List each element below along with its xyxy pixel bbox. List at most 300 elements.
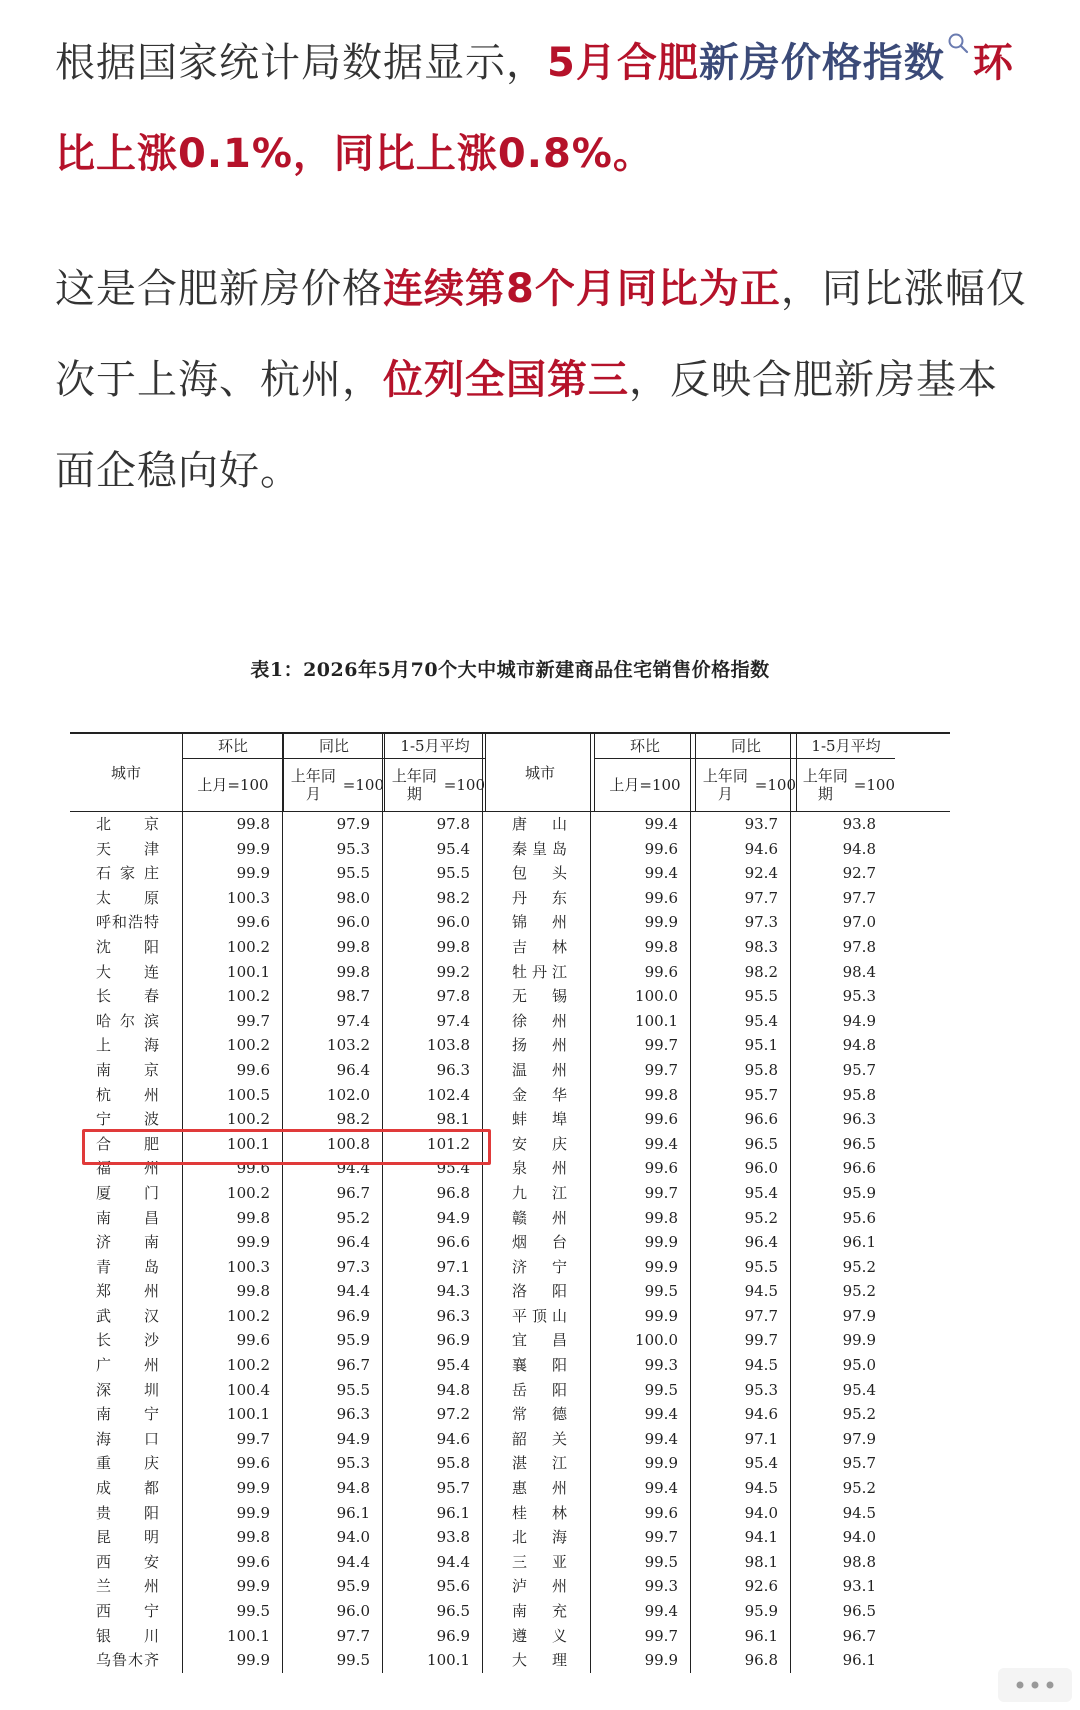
avg-value: 99.9 bbox=[842, 1331, 876, 1350]
mom-value: 99.4 bbox=[644, 1602, 678, 1620]
table-row bbox=[70, 1181, 950, 1206]
yoy-value: 95.4 bbox=[744, 1454, 778, 1473]
city-name: 丹东 bbox=[512, 888, 568, 907]
table-row bbox=[70, 1058, 950, 1083]
avg-value: 95.6 bbox=[842, 1208, 876, 1227]
table-row bbox=[70, 1206, 950, 1231]
city-name: 成都 bbox=[96, 1479, 160, 1498]
city-name: 岳阳 bbox=[512, 1380, 568, 1399]
city-name: 哈尔滨 bbox=[96, 1011, 160, 1030]
city-name: 烟台 bbox=[512, 1233, 568, 1252]
avg-value: 98.1 bbox=[436, 1110, 470, 1129]
yoy-value: 95.3 bbox=[336, 1454, 370, 1473]
yoy-value: 97.9 bbox=[336, 815, 370, 833]
avg-value: 94.5 bbox=[842, 1503, 876, 1522]
city-name: 襄阳 bbox=[512, 1356, 568, 1375]
city-name: 南昌 bbox=[96, 1208, 160, 1227]
yoy-value: 94.5 bbox=[744, 1479, 778, 1498]
table-row bbox=[70, 812, 950, 837]
yoy-value: 94.6 bbox=[744, 1405, 778, 1424]
avg-value: 96.1 bbox=[842, 1651, 876, 1670]
yoy-value: 96.5 bbox=[744, 1134, 778, 1153]
city-name: 常德 bbox=[512, 1405, 568, 1424]
yoy-value: 99.8 bbox=[336, 962, 370, 981]
table-row bbox=[70, 1328, 950, 1353]
mom-value: 100.2 bbox=[227, 1036, 270, 1055]
mom-value: 100.2 bbox=[227, 1306, 270, 1325]
table-body bbox=[70, 812, 950, 1673]
city-name: 长沙 bbox=[96, 1331, 160, 1350]
yoy-value: 98.2 bbox=[336, 1110, 370, 1129]
table-row bbox=[70, 1550, 950, 1575]
city-name: 呼和浩特 bbox=[96, 913, 161, 932]
yoy-value: 96.4 bbox=[744, 1233, 778, 1252]
table-row bbox=[70, 1624, 950, 1649]
city-name: 锦州 bbox=[512, 913, 568, 932]
mom-value: 99.4 bbox=[644, 864, 678, 883]
header-mom-left: 环比 上月=100 bbox=[182, 734, 283, 811]
mom-value: 99.9 bbox=[644, 913, 678, 932]
city-name: 广州 bbox=[96, 1356, 160, 1375]
city-name: 南宁 bbox=[96, 1405, 160, 1424]
yoy-value: 97.3 bbox=[744, 913, 778, 932]
mom-value: 100.1 bbox=[227, 962, 270, 981]
yoy-value: 99.5 bbox=[336, 1651, 370, 1670]
p2-highlight-2: 位列全国第三 bbox=[383, 357, 629, 403]
yoy-value: 96.7 bbox=[336, 1356, 370, 1375]
mom-value: 99.6 bbox=[644, 839, 678, 858]
yoy-value: 95.5 bbox=[744, 1257, 778, 1276]
mom-value: 99.7 bbox=[236, 1429, 270, 1448]
menu-dots-icon[interactable] bbox=[998, 1668, 1072, 1702]
p2-text-2: ，同比涨幅仅次于上海、杭州， bbox=[55, 266, 1027, 403]
mom-value: 99.9 bbox=[236, 864, 270, 883]
column-divider bbox=[482, 732, 483, 1673]
avg-value: 97.8 bbox=[436, 987, 470, 1006]
yoy-value: 94.0 bbox=[336, 1528, 370, 1547]
table-image bbox=[70, 655, 950, 1673]
city-name: 重庆 bbox=[96, 1454, 160, 1473]
mom-value: 99.6 bbox=[644, 1110, 678, 1129]
yoy-value: 94.4 bbox=[336, 1282, 370, 1301]
avg-value: 96.5 bbox=[842, 1602, 876, 1620]
mom-value: 99.7 bbox=[644, 1060, 678, 1079]
city-name: 湛江 bbox=[512, 1454, 568, 1473]
mom-value: 100.2 bbox=[227, 987, 270, 1006]
avg-value: 95.7 bbox=[842, 1060, 876, 1079]
avg-value: 96.7 bbox=[842, 1626, 876, 1645]
table-row bbox=[70, 1083, 950, 1108]
yoy-value: 97.3 bbox=[336, 1257, 370, 1276]
table-row bbox=[70, 1033, 950, 1058]
mom-value: 99.9 bbox=[236, 1503, 270, 1522]
p2-text-1: 这是合肥新房价格 bbox=[55, 266, 383, 312]
mom-value: 99.3 bbox=[644, 1577, 678, 1596]
avg-value: 94.8 bbox=[842, 1036, 876, 1055]
avg-value: 93.1 bbox=[842, 1577, 876, 1596]
avg-value: 97.8 bbox=[436, 815, 470, 833]
yoy-value: 97.7 bbox=[744, 888, 778, 907]
mom-value: 99.6 bbox=[236, 913, 270, 932]
avg-value: 96.3 bbox=[436, 1060, 470, 1079]
mom-value: 99.9 bbox=[644, 1233, 678, 1252]
city-name: 惠州 bbox=[512, 1479, 568, 1498]
table-row bbox=[70, 1648, 950, 1673]
mom-value: 99.4 bbox=[644, 1134, 678, 1153]
city-name: 宁波 bbox=[96, 1110, 160, 1129]
mom-value: 100.4 bbox=[227, 1380, 270, 1399]
table-row bbox=[70, 837, 950, 862]
search-icon[interactable] bbox=[947, 32, 969, 54]
mom-value: 99.9 bbox=[236, 1577, 270, 1596]
mom-value: 100.2 bbox=[227, 1110, 270, 1129]
avg-value: 95.7 bbox=[436, 1479, 470, 1498]
avg-value: 96.9 bbox=[436, 1331, 470, 1350]
mom-value: 99.6 bbox=[236, 1159, 270, 1178]
avg-value: 95.2 bbox=[842, 1282, 876, 1301]
table-row bbox=[70, 1304, 950, 1329]
table-header bbox=[70, 734, 950, 812]
column-divider bbox=[790, 732, 791, 1673]
mom-value: 100.1 bbox=[635, 1011, 678, 1030]
yoy-value: 92.6 bbox=[744, 1577, 778, 1596]
avg-value: 95.4 bbox=[842, 1380, 876, 1399]
table-row bbox=[70, 861, 950, 886]
yoy-value: 94.5 bbox=[744, 1282, 778, 1301]
column-divider bbox=[182, 732, 183, 1673]
city-name: 天津 bbox=[96, 839, 160, 858]
yoy-value: 95.3 bbox=[336, 839, 370, 858]
yoy-value: 95.5 bbox=[336, 864, 370, 883]
mom-value: 99.3 bbox=[644, 1356, 678, 1375]
table-row bbox=[70, 1402, 950, 1427]
avg-value: 93.8 bbox=[842, 815, 876, 833]
yoy-value: 93.7 bbox=[744, 815, 778, 833]
city-name: 泸州 bbox=[512, 1577, 568, 1596]
table-row bbox=[70, 1476, 950, 1501]
city-name: 徐州 bbox=[512, 1011, 568, 1030]
city-name: 牡丹江 bbox=[512, 962, 568, 981]
p2-text-3: ，反映合肥新房基本面企稳向好。 bbox=[55, 357, 998, 494]
city-name: 合肥 bbox=[96, 1134, 160, 1153]
header-yoy-right: 同比 上年同月 =100 bbox=[695, 734, 796, 811]
city-name: 赣州 bbox=[512, 1208, 568, 1227]
column-divider bbox=[690, 732, 691, 1673]
city-name: 洛阳 bbox=[512, 1282, 568, 1301]
p2-highlight-1: 连续第8个月同比为正 bbox=[383, 266, 781, 312]
city-name: 温州 bbox=[512, 1060, 568, 1079]
mom-value: 99.9 bbox=[236, 1479, 270, 1498]
avg-value: 96.8 bbox=[436, 1183, 470, 1202]
mom-value: 99.5 bbox=[236, 1602, 270, 1620]
yoy-value: 98.3 bbox=[744, 937, 778, 956]
header-city-right: 城市 bbox=[485, 734, 594, 811]
paragraph-1 bbox=[55, 18, 1030, 200]
avg-value: 94.9 bbox=[842, 1011, 876, 1030]
p1-highlight-1: 5月合肥 bbox=[547, 40, 699, 86]
yoy-value: 94.4 bbox=[336, 1552, 370, 1571]
yoy-value: 97.7 bbox=[744, 1306, 778, 1325]
city-name: 上海 bbox=[96, 1036, 160, 1055]
mom-value: 99.7 bbox=[644, 1626, 678, 1645]
mom-value: 100.2 bbox=[227, 1356, 270, 1375]
avg-value: 95.2 bbox=[842, 1479, 876, 1498]
yoy-value: 94.4 bbox=[336, 1159, 370, 1178]
city-name: 三亚 bbox=[512, 1552, 568, 1571]
avg-value: 95.8 bbox=[436, 1454, 470, 1473]
mom-value: 99.9 bbox=[644, 1306, 678, 1325]
mom-value: 99.9 bbox=[236, 839, 270, 858]
yoy-value: 95.1 bbox=[744, 1036, 778, 1055]
mom-value: 99.9 bbox=[644, 1257, 678, 1276]
yoy-value: 96.6 bbox=[744, 1110, 778, 1129]
article-text bbox=[55, 18, 1030, 517]
mom-value: 99.9 bbox=[644, 1454, 678, 1473]
table-row bbox=[70, 1353, 950, 1378]
table-row bbox=[70, 984, 950, 1009]
mom-value: 100.0 bbox=[635, 987, 678, 1006]
yoy-value: 96.4 bbox=[336, 1233, 370, 1252]
column-divider bbox=[382, 732, 383, 1673]
city-name: 无锡 bbox=[512, 987, 568, 1006]
mom-value: 99.8 bbox=[236, 1208, 270, 1227]
yoy-value: 95.2 bbox=[336, 1208, 370, 1227]
table-row bbox=[70, 886, 950, 911]
yoy-value: 102.0 bbox=[327, 1085, 370, 1104]
city-name: 大连 bbox=[96, 962, 160, 981]
avg-value: 97.8 bbox=[842, 937, 876, 956]
avg-value: 99.8 bbox=[436, 937, 470, 956]
city-name: 海口 bbox=[96, 1429, 160, 1448]
yoy-value: 94.1 bbox=[744, 1528, 778, 1547]
yoy-value: 94.5 bbox=[744, 1356, 778, 1375]
city-name: 郑州 bbox=[96, 1282, 160, 1301]
price-index-table bbox=[70, 732, 950, 1673]
avg-value: 95.0 bbox=[842, 1356, 876, 1375]
avg-value: 94.4 bbox=[436, 1552, 470, 1571]
mom-value: 99.8 bbox=[644, 1208, 678, 1227]
yoy-value: 97.4 bbox=[336, 1011, 370, 1030]
city-name: 蚌埠 bbox=[512, 1110, 568, 1129]
mom-value: 100.3 bbox=[227, 1257, 270, 1276]
city-name: 大理 bbox=[512, 1651, 568, 1670]
avg-value: 98.8 bbox=[842, 1552, 876, 1571]
avg-value: 95.8 bbox=[842, 1085, 876, 1104]
city-name: 包头 bbox=[512, 864, 568, 883]
avg-value: 97.0 bbox=[842, 913, 876, 932]
table-row bbox=[70, 910, 950, 935]
hefei-highlight-box bbox=[82, 1129, 491, 1165]
avg-value: 93.8 bbox=[436, 1528, 470, 1547]
mom-value: 100.2 bbox=[227, 937, 270, 956]
table-row bbox=[70, 1230, 950, 1255]
city-name: 石家庄 bbox=[96, 864, 160, 883]
mom-value: 99.6 bbox=[644, 888, 678, 907]
city-name: 兰州 bbox=[96, 1577, 160, 1596]
mom-value: 99.4 bbox=[644, 815, 678, 833]
mom-value: 99.4 bbox=[644, 1479, 678, 1498]
mom-value: 99.7 bbox=[644, 1183, 678, 1202]
city-name: 昆明 bbox=[96, 1528, 160, 1547]
city-name: 沈阳 bbox=[96, 937, 160, 956]
city-name: 济南 bbox=[96, 1233, 160, 1252]
yoy-value: 95.9 bbox=[336, 1577, 370, 1596]
city-name: 福州 bbox=[96, 1159, 160, 1178]
yoy-value: 94.6 bbox=[744, 839, 778, 858]
mom-value: 99.5 bbox=[644, 1552, 678, 1571]
header-yoy-left: 同比 上年同月 =100 bbox=[283, 734, 384, 811]
yoy-value: 97.7 bbox=[336, 1626, 370, 1645]
yoy-value: 103.2 bbox=[327, 1036, 370, 1055]
avg-value: 92.7 bbox=[842, 864, 876, 883]
yoy-value: 94.8 bbox=[336, 1479, 370, 1498]
yoy-value: 96.1 bbox=[744, 1626, 778, 1645]
city-name: 北海 bbox=[512, 1528, 568, 1547]
yoy-value: 96.4 bbox=[336, 1060, 370, 1079]
city-name: 平顶山 bbox=[512, 1306, 568, 1325]
city-name: 桂林 bbox=[512, 1503, 568, 1522]
mom-value: 99.6 bbox=[644, 1159, 678, 1178]
table-row bbox=[70, 1279, 950, 1304]
avg-value: 95.6 bbox=[436, 1577, 470, 1596]
mom-value: 99.7 bbox=[644, 1036, 678, 1055]
city-name: 深圳 bbox=[96, 1380, 160, 1399]
city-name: 吉林 bbox=[512, 937, 568, 956]
city-name: 银川 bbox=[96, 1626, 160, 1645]
mom-value: 99.6 bbox=[236, 1552, 270, 1571]
city-name: 乌鲁木齐 bbox=[96, 1651, 161, 1670]
avg-value: 96.3 bbox=[436, 1306, 470, 1325]
yoy-value: 94.9 bbox=[336, 1429, 370, 1448]
mom-value: 99.5 bbox=[644, 1380, 678, 1399]
city-name: 贵阳 bbox=[96, 1503, 160, 1522]
avg-value: 95.4 bbox=[436, 839, 470, 858]
avg-value: 95.2 bbox=[842, 1257, 876, 1276]
avg-value: 99.2 bbox=[436, 962, 470, 981]
avg-value: 97.2 bbox=[436, 1405, 470, 1424]
yoy-value: 92.4 bbox=[744, 864, 778, 883]
mom-value: 99.8 bbox=[644, 937, 678, 956]
yoy-value: 96.0 bbox=[744, 1159, 778, 1178]
table-row bbox=[70, 1501, 950, 1526]
avg-value: 96.0 bbox=[436, 913, 470, 932]
mom-value: 99.7 bbox=[644, 1528, 678, 1547]
avg-value: 95.4 bbox=[436, 1356, 470, 1375]
mom-value: 100.1 bbox=[227, 1134, 270, 1153]
avg-value: 95.2 bbox=[842, 1405, 876, 1424]
mom-value: 100.3 bbox=[227, 888, 270, 907]
city-name: 武汉 bbox=[96, 1306, 160, 1325]
avg-value: 95.4 bbox=[436, 1159, 470, 1178]
avg-value: 103.8 bbox=[427, 1036, 470, 1055]
avg-value: 96.5 bbox=[436, 1602, 470, 1620]
mom-value: 99.6 bbox=[236, 1331, 270, 1350]
table-caption: 表1：2026年5月70个大中城市新建商品住宅销售价格指数 bbox=[250, 659, 770, 681]
p1-highlight-2: 环比上涨0.1%，同比上涨0.8%。 bbox=[55, 40, 1014, 177]
yoy-value: 94.0 bbox=[744, 1503, 778, 1522]
avg-value: 96.5 bbox=[842, 1134, 876, 1153]
avg-value: 97.7 bbox=[842, 888, 876, 907]
yoy-value: 100.8 bbox=[327, 1134, 370, 1153]
yoy-value: 98.2 bbox=[744, 962, 778, 981]
avg-value: 94.9 bbox=[436, 1208, 470, 1227]
city-name: 扬州 bbox=[512, 1036, 568, 1055]
table-row bbox=[70, 1427, 950, 1452]
header-avg-left: 1-5月平均 上年同期 =100 bbox=[384, 734, 485, 811]
yoy-value: 98.1 bbox=[744, 1552, 778, 1571]
header-mom-right: 环比 上月=100 bbox=[594, 734, 695, 811]
column-divider bbox=[590, 732, 591, 1673]
price-index-link[interactable]: 新房价格指数 bbox=[698, 40, 945, 86]
avg-value: 96.6 bbox=[842, 1159, 876, 1178]
yoy-value: 95.8 bbox=[744, 1060, 778, 1079]
yoy-value: 95.3 bbox=[744, 1380, 778, 1399]
avg-value: 98.2 bbox=[436, 888, 470, 907]
table-row bbox=[70, 935, 950, 960]
yoy-value: 95.7 bbox=[744, 1085, 778, 1104]
avg-value: 100.1 bbox=[427, 1651, 470, 1670]
city-name: 唐山 bbox=[512, 815, 568, 833]
avg-value: 97.1 bbox=[436, 1257, 470, 1276]
mom-value: 99.8 bbox=[236, 815, 270, 833]
city-name: 泉州 bbox=[512, 1159, 568, 1178]
header-avg-right: 1-5月平均 上年同期 =100 bbox=[796, 734, 895, 811]
city-name: 安庆 bbox=[512, 1134, 568, 1153]
avg-value: 94.0 bbox=[842, 1528, 876, 1547]
city-name: 厦门 bbox=[96, 1183, 160, 1202]
yoy-value: 98.0 bbox=[336, 888, 370, 907]
table-row bbox=[70, 1599, 950, 1624]
avg-value: 101.2 bbox=[427, 1134, 470, 1153]
city-name: 遵义 bbox=[512, 1626, 568, 1645]
avg-value: 96.1 bbox=[436, 1503, 470, 1522]
mom-value: 99.6 bbox=[644, 962, 678, 981]
city-name: 西安 bbox=[96, 1552, 160, 1571]
yoy-value: 96.0 bbox=[336, 1602, 370, 1620]
avg-value: 97.9 bbox=[842, 1429, 876, 1448]
city-name: 济宁 bbox=[512, 1257, 568, 1276]
table-row bbox=[70, 1451, 950, 1476]
mom-value: 99.6 bbox=[236, 1454, 270, 1473]
city-name: 九江 bbox=[512, 1183, 568, 1202]
city-name: 长春 bbox=[96, 987, 160, 1006]
mom-value: 99.9 bbox=[236, 1233, 270, 1252]
table-row bbox=[70, 1378, 950, 1403]
avg-value: 94.8 bbox=[436, 1380, 470, 1399]
yoy-value: 96.7 bbox=[336, 1183, 370, 1202]
yoy-value: 96.3 bbox=[336, 1405, 370, 1424]
city-name: 西宁 bbox=[96, 1602, 160, 1620]
yoy-value: 95.5 bbox=[744, 987, 778, 1006]
mom-value: 99.7 bbox=[236, 1011, 270, 1030]
avg-value: 97.4 bbox=[436, 1011, 470, 1030]
city-name: 秦皇岛 bbox=[512, 839, 568, 858]
paragraph-2 bbox=[55, 244, 1030, 517]
yoy-value: 95.4 bbox=[744, 1183, 778, 1202]
avg-value: 98.4 bbox=[842, 962, 876, 981]
mom-value: 99.8 bbox=[644, 1085, 678, 1104]
city-name: 宜昌 bbox=[512, 1331, 568, 1350]
avg-value: 94.8 bbox=[842, 839, 876, 858]
avg-value: 96.9 bbox=[436, 1626, 470, 1645]
yoy-value: 97.1 bbox=[744, 1429, 778, 1448]
p1-text-1: 根据国家统计局数据显示， bbox=[55, 40, 547, 86]
mom-value: 100.2 bbox=[227, 1183, 270, 1202]
table-row bbox=[70, 1009, 950, 1034]
avg-value: 96.3 bbox=[842, 1110, 876, 1129]
city-name: 杭州 bbox=[96, 1085, 160, 1104]
mom-value: 99.9 bbox=[236, 1651, 270, 1670]
